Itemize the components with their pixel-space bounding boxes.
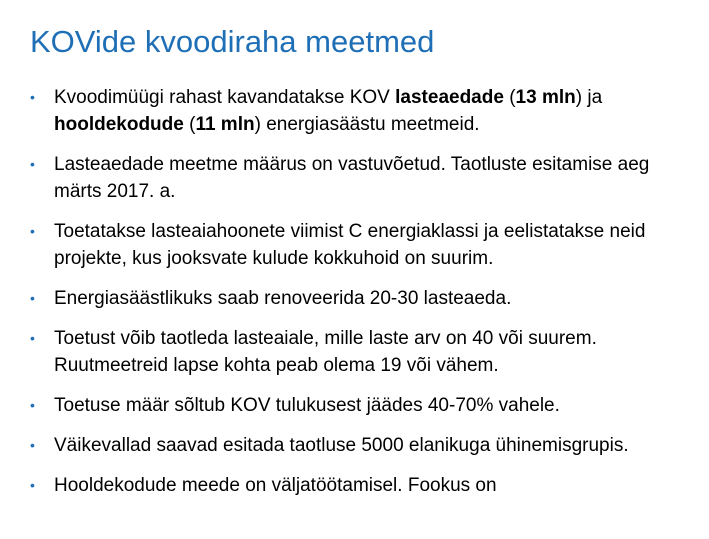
- bullet-text-segment: Kvoodimüügi rahast kavandatakse KOV: [54, 87, 396, 108]
- bullet-text-segment: Hooldekodude meede on väljatöötamisel. Fookus on: [54, 475, 497, 496]
- bullet-item: [28, 392, 698, 419]
- bullet-text-segment: (: [183, 114, 196, 135]
- bullet-item: [28, 285, 698, 312]
- bullet-text: [54, 475, 497, 496]
- bullet-item: [28, 325, 698, 379]
- bullet-item: [28, 218, 698, 272]
- bullet-marker: •: [30, 156, 35, 172]
- bullet-item: [28, 472, 698, 499]
- bullet-text-segment: Toetatakse lasteaiahoonete viimist C energiaklassi ja eelistatakse neid projekte, kus jooksvate kulude kokkuhoid on suurim.: [54, 221, 646, 269]
- bullet-marker: •: [30, 89, 35, 105]
- bullet-marker: •: [30, 290, 35, 306]
- bullet-item: [28, 432, 698, 459]
- bullet-text-emphasis: lasteaedade: [395, 87, 504, 108]
- bullet-marker: •: [30, 330, 35, 346]
- bullet-text-segment: Väikevallad saavad esitada taotluse 5000 elanikuga ühinemisgrupis.: [54, 435, 629, 456]
- bullet-item: [28, 84, 698, 138]
- bullet-text-segment: Toetuse määr sõltub KOV tulukusest jäädes 40-70% vahele.: [54, 395, 560, 416]
- bullet-list: [28, 84, 698, 512]
- bullet-text: [54, 87, 602, 135]
- slide-title: KOVide kvoodiraha meetmed: [30, 24, 435, 59]
- bullet-text: [54, 435, 629, 456]
- bullet-marker: •: [30, 437, 35, 453]
- bullet-text: [54, 395, 560, 416]
- bullet-text-segment: Lasteaedade meetme määrus on vastuvõetud. Taotluste esitamise aeg märts 2017. a.: [54, 154, 650, 202]
- bullet-item: [28, 151, 698, 205]
- bullet-text-segment: ) ja: [575, 87, 603, 108]
- bullet-text: [54, 288, 511, 309]
- bullet-text-segment: Toetust võib taotleda lasteaiale, mille laste arv on 40 või suurem. Ruutmeetreid lapse kohta peab olema 19 või vähem.: [54, 328, 597, 376]
- bullet-marker: •: [30, 477, 35, 493]
- bullet-text: [54, 221, 645, 269]
- bullet-text-emphasis: 11 mln: [195, 114, 255, 135]
- bullet-text: [54, 328, 597, 376]
- bullet-text-segment: ) energiasäästu meetmeid.: [254, 114, 480, 135]
- bullet-text: [54, 154, 649, 202]
- bullet-text-emphasis: 13 mln: [515, 87, 576, 108]
- bullet-marker: •: [30, 223, 35, 239]
- bullet-marker: •: [30, 397, 35, 413]
- bullet-text-emphasis: hooldekodude: [54, 114, 184, 135]
- bullet-text-segment: (: [503, 87, 516, 108]
- bullet-text-segment: Energiasäästlikuks saab renoveerida 20-30 lasteaeda.: [54, 288, 512, 309]
